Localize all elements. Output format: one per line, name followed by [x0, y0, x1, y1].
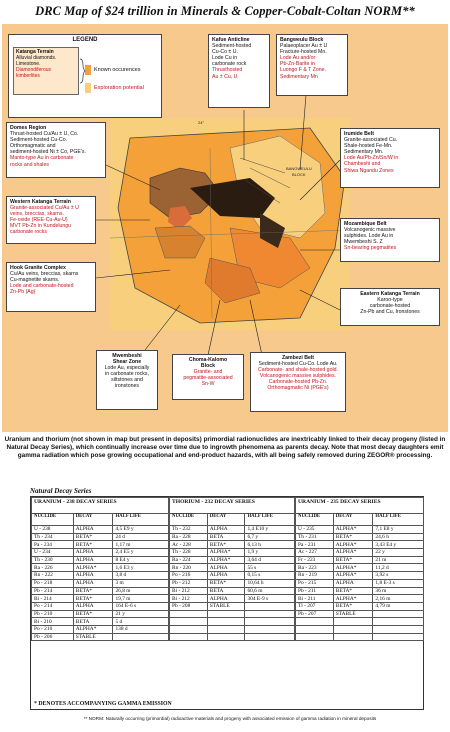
nuclide-cell: Pb - 207	[296, 610, 334, 618]
box-hook-granite	[6, 262, 96, 312]
decay-row	[170, 595, 295, 603]
nuclide-cell: Bi - 211	[296, 595, 334, 603]
box-heading: Zambezi Belt	[282, 355, 314, 361]
decay-series-title: Natural Decay Series	[30, 487, 92, 495]
decay-column-header: NUCLIDE	[170, 514, 208, 526]
decay-row	[32, 526, 169, 534]
half-life-cell: 2,16 m	[373, 595, 424, 603]
box-heading: Domes Region	[10, 125, 47, 131]
decay-row	[32, 602, 169, 610]
decay-row	[170, 556, 295, 564]
decay-cell: BETA	[207, 533, 245, 541]
decay-cell: ALPHA*	[207, 556, 245, 564]
box-red-line: Granite- and	[193, 369, 223, 376]
box-line: Block	[200, 363, 216, 370]
decay-cell: ALPHA	[73, 526, 113, 534]
gamma-note: * DENOTES ACCOMPANYING GAMMA EMISSION	[34, 701, 172, 707]
box-kafue-anticline	[208, 34, 270, 108]
box-red-line: Carbonate-hosted Pb-Zn.	[268, 379, 328, 386]
half-life-cell	[245, 610, 295, 618]
nuclide-cell: Ra - 226	[32, 564, 74, 572]
half-life-cell: 3 m	[113, 579, 169, 587]
half-life-cell: 7,1 E8 y	[373, 526, 424, 534]
box-line: sulphides. Lode Au in	[344, 233, 394, 240]
half-life-cell: 4,79 m	[373, 602, 424, 610]
decay-row	[296, 618, 424, 626]
nuclide-cell	[170, 625, 208, 633]
decay-cell: ALPHA*	[73, 564, 113, 572]
legend-terrain-red-line: Diamondiferous	[16, 67, 52, 73]
nuclide-cell: Pb - 206	[32, 633, 74, 641]
box-line: Sediment-hosted Cu-Co.	[10, 137, 68, 144]
decay-cell: ALPHA*	[333, 541, 373, 549]
legend-terrain-line: Limestone.	[16, 61, 41, 67]
decay-column-header: NUCLIDE	[296, 514, 334, 526]
decay-row	[170, 579, 295, 587]
box-mwembeshi	[96, 350, 158, 410]
decay-table-th232	[169, 497, 295, 641]
decay-row	[170, 633, 295, 641]
decay-cell: BETA*	[73, 533, 113, 541]
legend-known-label: Known occurences	[94, 67, 141, 73]
box-line: Shale-hosted Fe-Mn.	[344, 143, 393, 150]
decay-row	[32, 587, 169, 595]
decay-row	[170, 587, 295, 595]
box-heading: Hook Granite Complex	[10, 265, 66, 271]
half-life-cell: 36 m	[373, 587, 424, 595]
legend-terrain-red-line: kimberlites	[16, 73, 40, 79]
decay-cell: BETA*	[207, 541, 245, 549]
box-heading: Bangweulu Block	[280, 37, 324, 43]
decay-series-tables	[30, 496, 424, 710]
decay-row	[32, 549, 169, 557]
nuclide-cell: Fr - 223	[296, 556, 334, 564]
box-red-line: rocks and shales	[10, 161, 49, 168]
decay-cell	[333, 625, 373, 633]
decay-row	[32, 541, 169, 549]
decay-column-header: HALF LIFE	[245, 514, 295, 526]
nuclide-cell: Po - 218	[32, 579, 74, 587]
nuclide-cell: Rn - 220	[170, 564, 208, 572]
box-red-line: Carbonate- and shale-hosted gold.	[258, 367, 338, 374]
nuclide-cell: Po - 214	[32, 602, 74, 610]
half-life-cell: 3,64 d	[245, 556, 295, 564]
half-life-cell: 3,8 d	[113, 572, 169, 580]
nuclide-cell: Ac - 228	[170, 541, 208, 549]
decay-series-name: URANIUM - 235 DECAY SERIES	[296, 498, 424, 514]
half-life-cell: 24,6 h	[373, 533, 424, 541]
box-red-line: veins, breccias, skarns.	[10, 211, 64, 218]
legend-terrain-line: Alluvial diamonds.	[16, 55, 57, 61]
nuclide-cell: Pa - 234	[32, 541, 74, 549]
box-red-line: Shiwa Ngandu Zones	[344, 167, 394, 174]
decay-table-u235	[295, 497, 424, 641]
box-line: Palaeoplacer Au ± U	[280, 43, 328, 50]
box-red-line: Lode and carbonate-hosted	[10, 283, 74, 290]
box-line: siltstones and	[111, 377, 143, 384]
half-life-cell: 4,5 E9 y	[113, 526, 169, 534]
nuclide-cell: Th - 234	[32, 533, 74, 541]
box-line: Cu/Au veins, breccias, skarns	[10, 271, 79, 278]
box-red-line: MVT Pb-Zn in Kundelungu	[10, 223, 72, 230]
half-life-cell: 3,92 s	[373, 572, 424, 580]
decay-cell	[333, 633, 373, 641]
half-life-cell: 6,13 h	[245, 541, 295, 549]
nuclide-cell: Po - 216	[170, 572, 208, 580]
decay-cell: BETA*	[333, 533, 373, 541]
nuclide-cell: U - 234	[32, 549, 74, 557]
decay-cell: ALPHA	[207, 564, 245, 572]
nuclide-cell: Th - 228	[170, 549, 208, 557]
decay-cell	[207, 633, 245, 641]
decay-cell: BETA	[73, 618, 113, 626]
nuclide-cell: Pb - 214	[32, 587, 74, 595]
box-line: in carbonate rocks,	[105, 371, 149, 378]
box-mozambique-belt	[340, 218, 440, 262]
decay-column-header: HALF LIFE	[113, 514, 169, 526]
decay-row	[296, 541, 424, 549]
decay-row	[170, 533, 295, 541]
box-line: sediment-hosted Ni ± Co, PGE's.	[10, 149, 86, 156]
decay-cell: BETA*	[333, 556, 373, 564]
half-life-cell: 22 y	[373, 549, 424, 557]
box-western-katanga	[6, 196, 96, 244]
nuclide-cell: Bi - 212	[170, 587, 208, 595]
half-life-cell: 21 m	[373, 556, 424, 564]
half-life-cell	[373, 610, 424, 618]
nuclide-cell: Pb - 208	[170, 602, 208, 610]
decay-row	[170, 610, 295, 618]
decay-cell: BETA*	[73, 541, 113, 549]
map-label-arc: ARC	[234, 188, 243, 193]
nuclide-cell: Th - 232	[170, 526, 208, 534]
box-heading: Kafue Anticline	[212, 37, 250, 43]
nuclide-cell: Th - 230	[32, 556, 74, 564]
decay-cell	[333, 618, 373, 626]
description-paragraph: Uranium and thorium (not shown in map but present in deposits) primordial radionuclides are inextricably linked to their decay progeny (listed in Natural Decay Series), which continually increase over time due to ingrowth phenomena as parents decay. Note that most decay daughters emit gamma radiation which pose growing occupational and end-product hazards, with all being safely removed during ZEGOR® processing.	[4, 436, 446, 460]
half-life-cell: 2,4 E5 y	[113, 549, 169, 557]
nuclide-cell: U - 235	[296, 526, 334, 534]
nuclide-cell: Pb - 211	[296, 587, 334, 595]
nuclide-cell: Th - 231	[296, 533, 334, 541]
nuclide-cell	[296, 633, 334, 641]
decay-column-header: NUCLIDE	[32, 514, 74, 526]
box-bangweulu-block	[276, 34, 348, 96]
nuclide-cell	[296, 625, 334, 633]
decay-cell: ALPHA	[207, 572, 245, 580]
box-heading: Irumide Belt	[344, 131, 374, 137]
decay-row	[296, 595, 424, 603]
decay-cell	[207, 618, 245, 626]
decay-cell: STABLE	[333, 610, 373, 618]
legend-title: LEGEND	[72, 37, 98, 43]
decay-column-header: HALF LIFE	[373, 514, 424, 526]
half-life-cell: 138 d	[113, 625, 169, 633]
decay-cell: BETA*	[333, 602, 373, 610]
decay-row	[170, 564, 295, 572]
half-life-cell: 304 E-9 s	[245, 595, 295, 603]
box-zambezi-belt	[250, 352, 346, 412]
box-irumide-belt	[340, 128, 440, 188]
box-red-line: Granite-associated Cu/Au ± U	[10, 205, 79, 212]
decay-cell: BETA*	[333, 587, 373, 595]
box-red-line: Orthomagmatic Ni (PGE's)	[267, 385, 329, 392]
nuclide-cell	[170, 633, 208, 641]
half-life-cell: 0,15 s	[245, 572, 295, 580]
nuclide-cell: Tl - 207	[296, 602, 334, 610]
nuclide-cell: Ac - 227	[296, 549, 334, 557]
half-life-cell: 1,6 E3 y	[113, 564, 169, 572]
decay-row	[32, 556, 169, 564]
box-line: Orthomagmatic and	[10, 143, 56, 150]
half-life-cell	[373, 633, 424, 641]
box-line: Sedimentary Mn.	[344, 149, 384, 156]
decay-row	[32, 533, 169, 541]
decay-cell: ALPHA*	[333, 595, 373, 603]
half-life-cell: 10,64 h	[245, 579, 295, 587]
half-life-cell: 1,9 y	[245, 549, 295, 557]
half-life-cell: 164 E-6 s	[113, 602, 169, 610]
box-red-line: Sn-bearing pegmatites	[344, 245, 397, 252]
nuclide-cell	[170, 610, 208, 618]
nuclide-cell: Bi - 212	[170, 595, 208, 603]
half-life-cell: 1,8 E-3 s	[373, 579, 424, 587]
decay-row	[170, 618, 295, 626]
decay-row	[32, 610, 169, 618]
decay-cell: ALPHA	[207, 526, 245, 534]
decay-cell: ALPHA*	[333, 564, 373, 572]
decay-cell: ALPHA	[73, 572, 113, 580]
decay-cell: ALPHA	[333, 579, 373, 587]
decay-row	[296, 587, 424, 595]
decay-row	[296, 602, 424, 610]
map-label-bangweulu: BANGWEULU	[286, 166, 312, 171]
box-line: Karoo-type	[377, 297, 403, 304]
decay-cell: ALPHA*	[73, 625, 113, 633]
box-eastern-katanga	[340, 288, 440, 326]
decay-row	[296, 633, 424, 641]
decay-cell: ALPHA*	[333, 526, 373, 534]
decay-row	[296, 625, 424, 633]
decay-row	[32, 572, 169, 580]
half-life-cell: 3,43 E4 y	[373, 541, 424, 549]
box-heading: Eastern Katanga Terrain	[360, 291, 420, 297]
box-line: Cu-magnetite skarns.	[10, 277, 60, 284]
nuclide-cell: Ra - 228	[170, 533, 208, 541]
decay-row	[32, 579, 169, 587]
nuclide-cell: Bi - 210	[32, 618, 74, 626]
decay-column-header: DECAY	[207, 514, 245, 526]
half-life-cell	[245, 602, 295, 610]
map-label-degree: 24°	[198, 120, 205, 125]
half-life-cell	[373, 625, 424, 633]
decay-column-header: DECAY	[73, 514, 113, 526]
box-red-line: Volcanogenic massive sulphides.	[259, 373, 337, 380]
nuclide-cell: Po - 215	[296, 579, 334, 587]
footnote: ** NORM: Naturally occurring (primordial) radioactive materials and progeny with associated emission of gamma radiation in mineral deposits	[83, 716, 377, 721]
decay-cell: ALPHA	[73, 549, 113, 557]
box-red-line: Chambeshi and	[344, 161, 381, 168]
box-line: Thrust-hosted Cu/Au ± U, Co.	[10, 131, 79, 138]
decay-row	[170, 526, 295, 534]
decay-cell: BETA*	[73, 595, 113, 603]
box-line: carbonate rock	[212, 61, 247, 68]
decay-row	[296, 556, 424, 564]
half-life-cell	[373, 618, 424, 626]
decay-row	[32, 633, 169, 641]
half-life-cell: 24 d	[113, 533, 169, 541]
half-life-cell: 5 d	[113, 618, 169, 626]
half-life-cell	[245, 625, 295, 633]
box-red-line: Luongo F & T Zone.	[280, 67, 326, 74]
box-red-line: Manto-type Au in carbonate	[10, 155, 74, 162]
decay-row	[296, 564, 424, 572]
decay-row	[170, 549, 295, 557]
decay-row	[170, 602, 295, 610]
decay-row	[170, 572, 295, 580]
nuclide-cell: Pb - 212	[170, 579, 208, 587]
nuclide-cell	[296, 618, 334, 626]
nuclide-cell: Rn - 222	[32, 572, 74, 580]
box-line: Sediment-hosted Cu-Co. Lode Au.	[258, 361, 338, 368]
box-choma-kalomo	[172, 354, 244, 400]
decay-row	[296, 579, 424, 587]
nuclide-cell	[170, 618, 208, 626]
box-heading: Mozambique Belt	[344, 221, 387, 227]
box-heading: Western Katanga Terrain	[10, 199, 71, 205]
box-line: Volcanogenic massive	[344, 227, 396, 234]
half-life-cell	[245, 633, 295, 641]
decay-row	[296, 610, 424, 618]
decay-series-name: URANIUM - 238 DECAY SERIES	[32, 498, 169, 514]
decay-cell: BETA*	[207, 579, 245, 587]
decay-series-name: THORIUM - 232 DECAY SERIES	[170, 498, 295, 514]
box-line: Shear Zone	[112, 359, 142, 366]
box-red-line: Thrusthosted	[212, 67, 243, 74]
nuclide-cell: Bi - 214	[32, 595, 74, 603]
box-red-line: Sn-W	[201, 381, 215, 388]
box-red-line: Lode Au/Pb-Zn/Sn/W in	[344, 155, 399, 162]
half-life-cell	[245, 618, 295, 626]
nuclide-cell: Ra - 223	[296, 564, 334, 572]
decay-cell: STABLE	[73, 633, 113, 641]
box-red-line: Lode Au and/or	[280, 55, 316, 62]
decay-cell: ALPHA*	[333, 549, 373, 557]
nuclide-cell: U - 238	[32, 526, 74, 534]
decay-cell: ALPHA	[73, 579, 113, 587]
decay-cell: BETA*	[73, 587, 113, 595]
decay-table-u238	[31, 497, 169, 641]
decay-row	[296, 572, 424, 580]
box-line: carbonate-hosted	[369, 303, 411, 310]
decay-row	[32, 595, 169, 603]
box-red-line: Sedimentary Mn	[280, 73, 318, 80]
box-line: Fracture-hosted Mn.	[280, 49, 327, 56]
box-red-line: carbonate rocks	[10, 229, 47, 236]
half-life-cell: 1,4 E10 y	[245, 526, 295, 534]
legend-exploration-label: Exploration potential	[94, 85, 144, 91]
half-life-cell: 1,17 m	[113, 541, 169, 549]
decay-cell: STABLE	[207, 602, 245, 610]
legend-terrain-heading: Katanga Terrain	[16, 49, 54, 55]
half-life-cell: 60,6 m	[245, 587, 295, 595]
decay-row	[296, 526, 424, 534]
map-label-lufilian: LUFILIAN	[228, 182, 246, 187]
nuclide-cell: Rn - 219	[296, 572, 334, 580]
half-life-cell: 26,8 m	[113, 587, 169, 595]
nuclide-cell: Ra - 224	[170, 556, 208, 564]
decay-row	[170, 625, 295, 633]
box-line: Zn-Pb and Cu, Ironstones	[360, 309, 420, 316]
nuclide-cell: Po - 210	[32, 625, 74, 633]
box-red-line: Pb-Zn-Barite in	[280, 61, 315, 68]
decay-row	[296, 533, 424, 541]
box-red-line: Zn-Pb (Ag)	[10, 289, 36, 296]
decay-row	[296, 549, 424, 557]
half-life-cell: 8 E4 y	[113, 556, 169, 564]
box-red-line: pegmatite-associated	[183, 375, 233, 382]
box-line: ironstones	[115, 383, 139, 390]
box-domes-region	[6, 122, 106, 178]
half-life-cell: 55 s	[245, 564, 295, 572]
page-title: DRC Map of $24 trillion in Minerals & Copper-Cobalt-Coltan NORM**	[35, 4, 415, 18]
box-line: Lode Au, especially	[104, 365, 150, 372]
half-life-cell: 19,7 m	[113, 595, 169, 603]
box-line: Mwembeshi S. Z	[344, 239, 383, 246]
decay-column-header: DECAY	[333, 514, 373, 526]
decay-cell: ALPHA*	[207, 549, 245, 557]
decay-cell	[207, 625, 245, 633]
box-line: Granite-associated Cu.	[344, 137, 398, 144]
decay-cell: ALPHA	[207, 595, 245, 603]
decay-cell: ALPHA	[73, 556, 113, 564]
decay-row	[32, 618, 169, 626]
box-heading: Choma-Kalomo	[188, 357, 228, 363]
map-label-block: BLOCK	[292, 172, 306, 177]
decay-row	[170, 541, 295, 549]
nuclide-cell: Pa - 231	[296, 541, 334, 549]
decay-cell: ALPHA	[73, 602, 113, 610]
decay-cell	[207, 610, 245, 618]
box-line: Sediment-hosted	[212, 43, 252, 50]
half-life-cell: 11,2 d	[373, 564, 424, 572]
decay-row	[32, 564, 169, 572]
decay-cell: ALPHA*	[333, 572, 373, 580]
box-red-line: Fe-oxide (REE-Cu-Au-U)	[10, 217, 68, 224]
decay-row	[32, 625, 169, 633]
decay-cell: BETA	[207, 587, 245, 595]
half-life-cell: 21 y	[113, 610, 169, 618]
box-heading: Mwembeshi	[112, 353, 142, 359]
half-life-cell: 6,7 y	[245, 533, 295, 541]
half-life-cell	[113, 633, 169, 641]
box-line: Cu-Co ± U.	[212, 49, 238, 56]
decay-cell: BETA*	[73, 610, 113, 618]
box-red-line: Au ± Cu, U	[212, 73, 238, 80]
box-line: Lode Cu in	[212, 55, 238, 62]
nuclide-cell: Pb - 210	[32, 610, 74, 618]
